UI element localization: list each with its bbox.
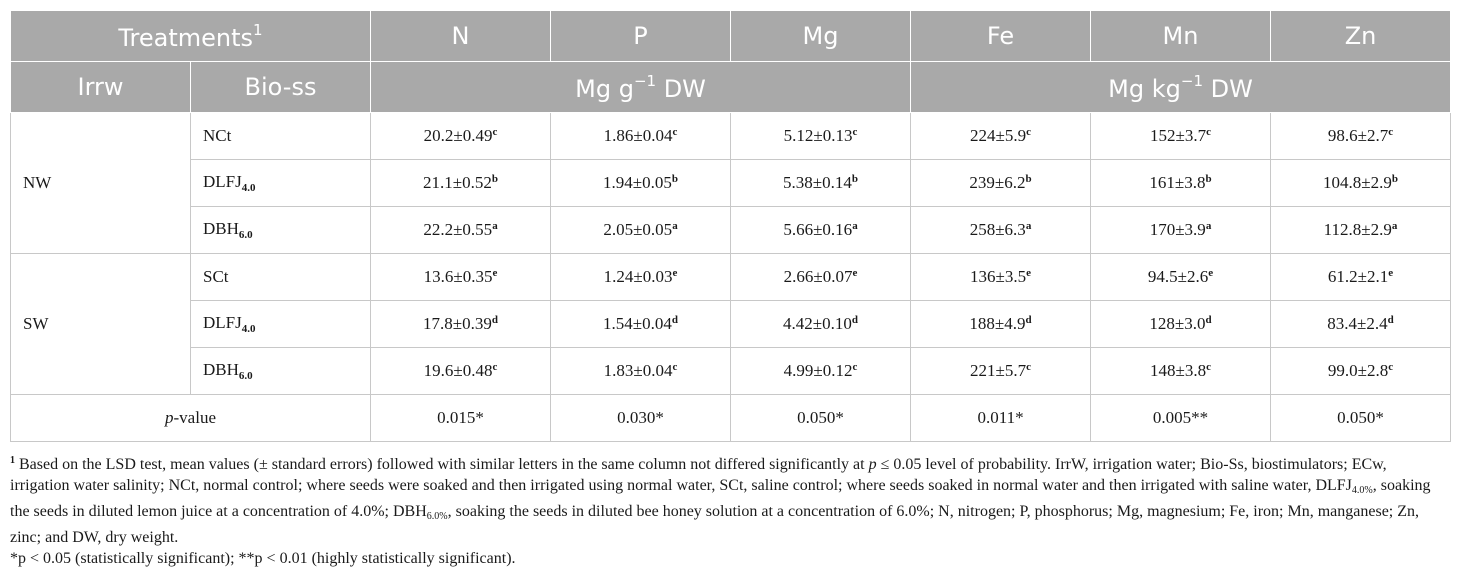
unit-micro-text: Mg kg xyxy=(1108,74,1181,103)
value-cell xyxy=(731,207,911,254)
bioss-header: Bio-ss xyxy=(191,62,371,113)
significance-letter: b xyxy=(671,173,678,185)
table-footnote xyxy=(10,450,1450,569)
mean-se-value: 104.8±2.9 xyxy=(1323,173,1392,192)
treatments-footnote-marker: 1 xyxy=(253,20,263,39)
value-cell xyxy=(371,113,551,160)
footnote-sub-2: 6.0% xyxy=(426,511,448,522)
mean-se-value: 258±6.3 xyxy=(969,220,1026,239)
significance-letter: e xyxy=(492,267,498,279)
mean-se-value: 128±3.0 xyxy=(1149,314,1206,333)
mean-se-value: 99.0±2.8 xyxy=(1327,361,1389,380)
significance-letter: c xyxy=(852,126,858,138)
mean-se-value: 4.99±0.12 xyxy=(783,361,853,380)
col-header-n: N xyxy=(371,11,551,62)
irrigation-cell: SW xyxy=(11,254,191,395)
table-row xyxy=(11,254,1451,301)
significance-letter: a xyxy=(1025,220,1032,232)
significance-letter: a xyxy=(492,220,498,232)
significance-letter: c xyxy=(1206,126,1211,138)
value-cell xyxy=(551,160,731,207)
table-row xyxy=(11,301,1451,348)
value-cell xyxy=(911,160,1091,207)
value-cell xyxy=(1271,113,1451,160)
mean-se-value: 221±5.7 xyxy=(970,361,1027,380)
value-cell xyxy=(911,207,1091,254)
value-cell xyxy=(911,254,1091,301)
significance-letter: b xyxy=(1391,173,1398,185)
significance-letter: d xyxy=(491,314,498,326)
value-cell xyxy=(551,348,731,395)
mean-se-value: 170±3.9 xyxy=(1149,220,1206,239)
treatments-header xyxy=(11,11,371,62)
mean-se-value: 83.4±2.4 xyxy=(1327,314,1388,333)
table-row xyxy=(11,207,1451,254)
significance-letter: e xyxy=(672,267,678,279)
mean-se-value: 5.38±0.14 xyxy=(783,173,852,192)
unit-micro-dw: DW xyxy=(1203,74,1253,103)
significance-letter: c xyxy=(1206,361,1211,373)
value-cell xyxy=(1271,207,1451,254)
mean-se-value: 20.2±0.49 xyxy=(423,126,493,145)
pvalue-label xyxy=(11,395,371,442)
mean-se-value: 112.8±2.9 xyxy=(1323,220,1392,239)
treatment-name: DBH xyxy=(203,360,239,379)
col-header-p: P xyxy=(551,11,731,62)
mean-se-value: 1.24±0.03 xyxy=(603,267,673,286)
col-header-mn: Mn xyxy=(1091,11,1271,62)
mean-se-value: 98.6±2.7 xyxy=(1327,126,1389,145)
table-container xyxy=(10,10,1450,569)
value-cell xyxy=(1271,348,1451,395)
footnote-p: p xyxy=(868,456,877,473)
significance-letter: c xyxy=(492,361,498,373)
header-row-1 xyxy=(11,11,1451,62)
pvalue-mg: 0.050* xyxy=(731,395,911,442)
treatment-cell xyxy=(191,348,371,395)
significance-letter: b xyxy=(1205,173,1212,185)
mean-se-value: 152±3.7 xyxy=(1150,126,1207,145)
significance-letter: c xyxy=(852,361,858,373)
col-header-zn: Zn xyxy=(1271,11,1451,62)
significance-letter: e xyxy=(1208,267,1214,279)
treatment-name: DBH xyxy=(203,219,239,238)
irrw-header: Irrw xyxy=(11,62,191,113)
treatment-cell xyxy=(191,207,371,254)
significance-letter: d xyxy=(1387,314,1394,326)
mean-se-value: 17.8±0.39 xyxy=(423,314,492,333)
pvalue-n: 0.015* xyxy=(371,395,551,442)
value-cell xyxy=(371,254,551,301)
mean-se-value: 136±3.5 xyxy=(970,267,1027,286)
nutrient-table xyxy=(10,10,1451,442)
significance-letter: e xyxy=(852,267,858,279)
table-row xyxy=(11,160,1451,207)
value-cell xyxy=(911,301,1091,348)
value-cell xyxy=(1091,113,1271,160)
footnote-text-1: Based on the LSD test, mean values (± standard errors) followed with similar letters in the same column not differed significantly at xyxy=(15,456,869,473)
treatment-subscript: 6.0 xyxy=(238,229,253,241)
value-cell xyxy=(731,160,911,207)
mean-se-value: 1.86±0.04 xyxy=(603,126,673,145)
footnote-marker: 1 xyxy=(10,455,15,466)
value-cell xyxy=(551,113,731,160)
value-cell xyxy=(1091,348,1271,395)
significance-letter: d xyxy=(1205,314,1212,326)
significance-letter: c xyxy=(1026,361,1031,373)
footnote-text-4: , soaking the seeds in diluted bee honey solution at a concentration of 6.0%; N, nitrogen; P, phosphorus; Mg, magnesium; Fe, iron; Mn, manganese; Zn, zinc; and DW, dry weight. xyxy=(10,503,1420,546)
significance-letter: c xyxy=(492,126,498,138)
table-row xyxy=(11,348,1451,395)
significance-letter: d xyxy=(1025,314,1032,326)
value-cell xyxy=(371,207,551,254)
value-cell xyxy=(731,348,911,395)
mean-se-value: 13.6±0.35 xyxy=(423,267,493,286)
value-cell xyxy=(911,348,1091,395)
treatment-cell xyxy=(191,254,371,301)
treatment-name: SCt xyxy=(203,267,229,286)
mean-se-value: 188±4.9 xyxy=(969,314,1026,333)
significance-letter: c xyxy=(672,361,678,373)
col-header-fe: Fe xyxy=(911,11,1091,62)
table-row xyxy=(11,113,1451,160)
footnote-text-3: , soaking the seeds in diluted lemon juice at a concentration of 4.0%; DBH xyxy=(10,477,1431,520)
significance-letter: c xyxy=(672,126,678,138)
treatments-label: Treatments xyxy=(118,23,254,52)
treatment-subscript: 4.0 xyxy=(241,182,256,194)
mean-se-value: 239±6.2 xyxy=(969,173,1026,192)
mean-se-value: 19.6±0.48 xyxy=(423,361,493,380)
significance-letter: d xyxy=(671,314,678,326)
significance-letter: c xyxy=(1026,126,1031,138)
significance-letter: c xyxy=(1388,361,1394,373)
value-cell xyxy=(1091,301,1271,348)
significance-letter: d xyxy=(851,314,858,326)
irrigation-cell: NW xyxy=(11,113,191,254)
mean-se-value: 94.5±2.6 xyxy=(1147,267,1209,286)
value-cell xyxy=(731,301,911,348)
mean-se-value: 224±5.9 xyxy=(970,126,1027,145)
treatment-subscript: 4.0 xyxy=(241,323,256,335)
footnote-sub-1: 4.0% xyxy=(1351,485,1373,496)
table-body xyxy=(11,113,1451,442)
pvalue-label-p: p xyxy=(165,408,174,427)
mean-se-value: 4.42±0.10 xyxy=(783,314,852,333)
value-cell xyxy=(1091,160,1271,207)
unit-macro-text: Mg g xyxy=(575,74,634,103)
value-cell xyxy=(1091,254,1271,301)
mean-se-value: 2.66±0.07 xyxy=(783,267,853,286)
mean-se-value: 21.1±0.52 xyxy=(423,173,492,192)
value-cell xyxy=(371,301,551,348)
value-cell xyxy=(731,254,911,301)
mean-se-value: 1.83±0.04 xyxy=(603,361,673,380)
significance-letter: b xyxy=(491,173,498,185)
significance-letter: a xyxy=(852,220,858,232)
significance-letter: b xyxy=(1025,173,1032,185)
mean-se-value: 1.54±0.04 xyxy=(603,314,672,333)
mean-se-value: 148±3.8 xyxy=(1150,361,1207,380)
value-cell xyxy=(551,254,731,301)
significance-letter: e xyxy=(1026,267,1031,279)
col-header-mg: Mg xyxy=(731,11,911,62)
pvalue-zn: 0.050* xyxy=(1271,395,1451,442)
mean-se-value: 1.94±0.05 xyxy=(603,173,672,192)
unit-micro-header xyxy=(911,62,1451,113)
value-cell xyxy=(551,207,731,254)
treatment-name: DLFJ xyxy=(203,313,242,332)
significance-letter: b xyxy=(851,173,858,185)
pvalue-p: 0.030* xyxy=(551,395,731,442)
header-row-2 xyxy=(11,62,1451,113)
footnote-1 xyxy=(10,450,1450,548)
footnote-significance: *p < 0.05 (statistically significant); **p < 0.01 (highly statistically significant). xyxy=(10,550,516,567)
value-cell xyxy=(911,113,1091,160)
mean-se-value: 5.66±0.16 xyxy=(783,220,853,239)
mean-se-value: 22.2±0.55 xyxy=(423,220,493,239)
mean-se-value: 2.05±0.05 xyxy=(603,220,673,239)
treatment-name: NCt xyxy=(203,126,232,145)
value-cell xyxy=(1271,160,1451,207)
value-cell xyxy=(551,301,731,348)
unit-macro-exp: −1 xyxy=(633,71,657,90)
pvalue-mn: 0.005** xyxy=(1091,395,1271,442)
treatment-cell xyxy=(191,160,371,207)
value-cell xyxy=(1271,254,1451,301)
significance-letter: a xyxy=(672,220,678,232)
mean-se-value: 61.2±2.1 xyxy=(1327,267,1389,286)
value-cell xyxy=(1271,301,1451,348)
unit-macro-dw: DW xyxy=(656,74,706,103)
pvalue-row xyxy=(11,395,1451,442)
value-cell xyxy=(1091,207,1271,254)
treatment-cell xyxy=(191,301,371,348)
pvalue-label-rest: -value xyxy=(173,408,216,427)
footnote-text-2: ≤ 0.05 level of probability. IrrW, irrigation water; Bio-Ss, biostimulators; ECw, irrigation water salinity; NCt, normal control; where seeds were soaked and then irrigated using normal water, SCt, saline control; where seeds soaked in normal water and then irrigated with saline water, DLFJ xyxy=(10,456,1387,494)
value-cell xyxy=(371,348,551,395)
treatment-cell xyxy=(191,113,371,160)
mean-se-value: 161±3.8 xyxy=(1149,173,1206,192)
value-cell xyxy=(731,113,911,160)
unit-micro-exp: −1 xyxy=(1180,71,1203,90)
significance-letter: e xyxy=(1388,267,1394,279)
mean-se-value: 5.12±0.13 xyxy=(783,126,853,145)
treatment-subscript: 6.0 xyxy=(238,370,253,382)
pvalue-fe: 0.011* xyxy=(911,395,1091,442)
significance-letter: a xyxy=(1205,220,1212,232)
value-cell xyxy=(371,160,551,207)
treatment-name: DLFJ xyxy=(203,172,242,191)
unit-macro-header xyxy=(371,62,911,113)
significance-letter: c xyxy=(1388,126,1394,138)
significance-letter: a xyxy=(1391,220,1398,232)
